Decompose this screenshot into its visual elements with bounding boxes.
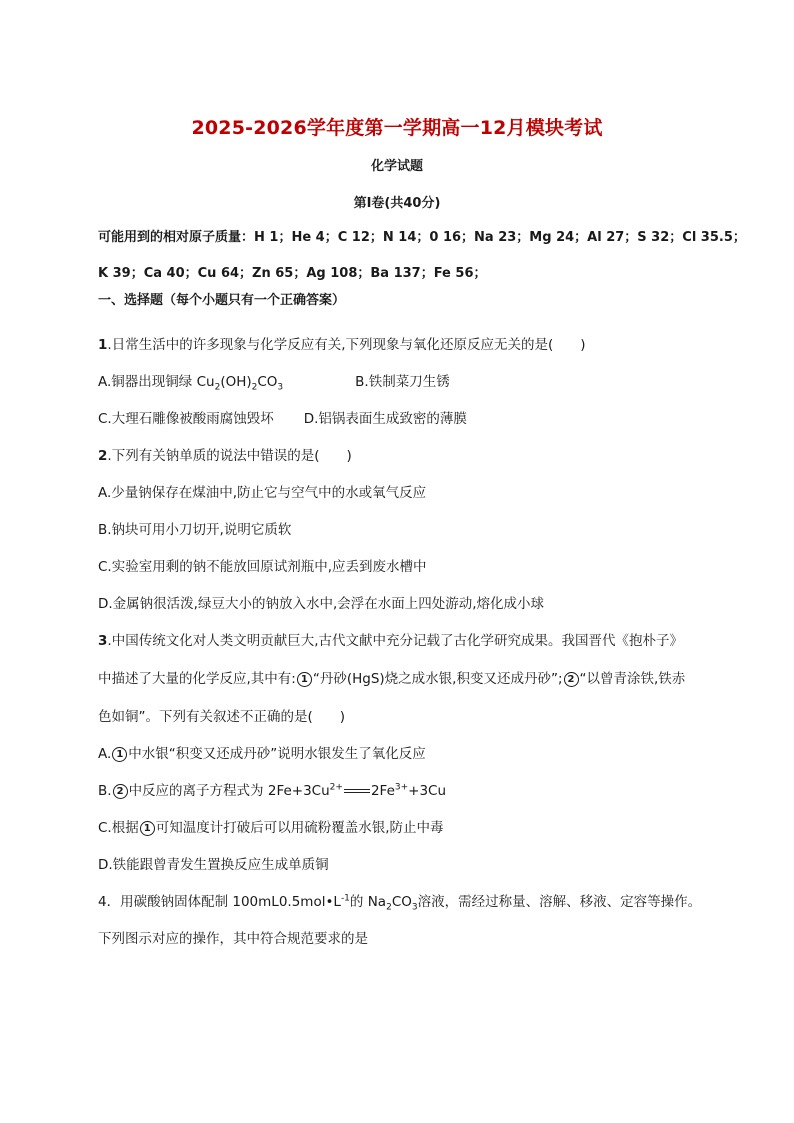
question-4-stem-line-1: 4．用碳酸钠固体配制 $100mL0.5mol•L^{-1}$的 $Na_2CO_3$溶液，需经过称量、溶解、移液、定容等操作。 bbox=[98, 893, 702, 913]
question-text: .中国传统文化对人类文明贡献巨大,古代文献中充分记载了古化学研究成果。我国晋代《抱朴子》 bbox=[107, 633, 683, 649]
option-b: B.铁制菜刀生锈 bbox=[355, 374, 450, 390]
circled-number-icon: 1 bbox=[112, 747, 127, 762]
part-title: 第Ⅰ卷(共40分) bbox=[353, 196, 441, 211]
question-3-option-a: A. 1 中水银“积变又还成丹砂”说明水银发生了氧化反应 bbox=[98, 746, 426, 762]
question-3-stem-line-1 bbox=[98, 632, 683, 650]
question-3-stem-line-3: 色如铜”。下列有关叙述不正确的是( ) bbox=[98, 709, 346, 725]
question-3-option-c: C.根据 1 可知温度计打破后可以用硫粉覆盖水银,防止中毒 bbox=[98, 820, 444, 836]
circled-number-icon: 2 bbox=[564, 672, 579, 687]
question-text: .下列有关钠单质的说法中错误的是( ) bbox=[107, 448, 352, 464]
question-2-option-b: B.钠块可用小刀切开,说明它质软 bbox=[98, 522, 292, 538]
atomic-masses-line-2: K 39；Ca 40；Cu 64；Zn 65；Ag 108；Ba 137；Fe 56； bbox=[98, 266, 487, 281]
atomic-masses-line-1: 可能用到的相对原子质量：H 1；He 4；C 12；N 14；0 16；Na 23；Mg 24；Al 27；S 32；Cl 35.5； bbox=[98, 230, 746, 245]
question-1-options-cd bbox=[98, 410, 467, 428]
circled-number-icon: 1 bbox=[297, 672, 312, 687]
question-2-option-a: A.少量钠保存在煤油中,防止它与空气中的水或氧气反应 bbox=[98, 485, 427, 501]
question-number: 2 bbox=[98, 448, 108, 464]
option-a: A.铜器出现铜绿 $Cu_2(OH)_2CO_3$ bbox=[98, 374, 284, 393]
question-number: 1 bbox=[98, 337, 108, 353]
circled-number-icon: 2 bbox=[113, 784, 128, 799]
section-heading: 一、选择题（每个小题只有一个正确答案） bbox=[98, 293, 346, 308]
question-3-stem-line-2: 中描述了大量的化学反应,其中有: 1 “丹砂(HgS)烧之成水银,积变又还成丹砂”; 2 “以曾青涂铁,铁赤 bbox=[98, 671, 686, 687]
question-1-stem bbox=[98, 336, 586, 354]
question-2-stem bbox=[98, 447, 352, 465]
circled-number-icon: 1 bbox=[140, 821, 155, 836]
option-c: C.大理石雕像被酸雨腐蚀毁坏 bbox=[98, 411, 274, 427]
question-1-options-ab bbox=[98, 373, 450, 391]
equals-sign-icon bbox=[344, 789, 370, 793]
exam-title: 2025-2026学年度第一学期高一12月模块考试 bbox=[191, 117, 603, 139]
question-2-option-c: C.实验室用剩的钠不能放回原试剂瓶中,应丢到废水槽中 bbox=[98, 559, 427, 575]
question-3-option-d: D.铁能跟曾青发生置换反应生成单质铜 bbox=[98, 857, 329, 873]
question-text: .日常生活中的许多现象与化学反应有关,下列现象与氧化还原反应无关的是( ) bbox=[107, 337, 586, 353]
question-2-option-d: D.金属钠很活泼,绿豆大小的钠放入水中,会浮在水面上四处游动,熔化成小球 bbox=[98, 596, 545, 612]
question-4-stem-line-2: 下列图示对应的操作，其中符合规范要求的是 bbox=[98, 931, 368, 947]
question-number: 3 bbox=[98, 633, 108, 649]
question-3-option-b: B. 2 中反应的离子方程式为 $2Fe+3Cu^{2+}$ $2Fe^{3+}+3Cu$ bbox=[98, 782, 447, 799]
option-d: D.铝锅表面生成致密的薄膜 bbox=[303, 411, 467, 427]
subject-title: 化学试题 bbox=[370, 159, 423, 174]
